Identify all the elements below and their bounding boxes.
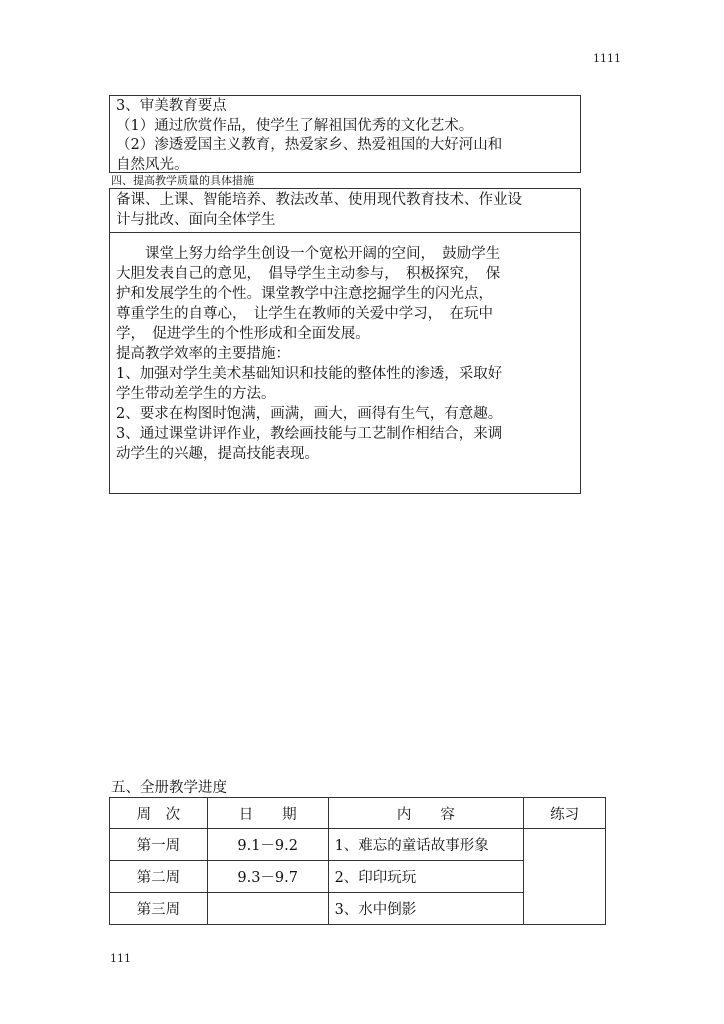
practice-cell <box>524 829 606 925</box>
column-header-practice: 练习 <box>524 798 606 829</box>
table-row <box>110 829 606 861</box>
teaching-measures-box <box>109 188 581 494</box>
column-header-date: 日 期 <box>207 798 328 829</box>
measures-line-1: 课堂上努力给学生创设一个宽松开阔的空间， 鼓励学生 <box>116 246 501 262</box>
measures-line-6: 提高教学效率的主要措施： <box>116 346 290 362</box>
measures-line-8: 学生带动差学生的方法。 <box>116 386 276 402</box>
content-cell: 2、印印玩玩 <box>328 861 524 893</box>
measures-summary <box>110 189 580 233</box>
date-cell: 9.1－9.2 <box>207 829 328 861</box>
week-cell: 第一周 <box>110 829 208 861</box>
measures-line-5: 学， 促进学生的个性形成和全面发展。 <box>116 326 370 342</box>
table-header-row <box>110 798 606 829</box>
measures-summary-line-1: 备课、上课、智能培养、教法改革、使用现代教育技术、作业设 <box>116 192 522 208</box>
content-cell: 1、难忘的童话故事形象 <box>328 829 524 861</box>
measures-summary-line-2: 计与批改、面向全体学生 <box>116 212 276 228</box>
column-header-week: 周 次 <box>110 798 208 829</box>
measures-line-9: 2、要求在构图时饱满，画满，画大，画得有生气，有意趣。 <box>116 406 503 422</box>
measures-line-2: 大胆发表自己的意见， 倡导学生主动参与， 积极探究， 保 <box>116 266 501 282</box>
aesthetic-line-2: （1）通过欣赏作品，使学生了解祖国优秀的文化艺术。 <box>116 117 474 134</box>
date-cell: 9.3－9.7 <box>207 861 328 893</box>
week-cell: 第三周 <box>110 893 208 925</box>
week-cell: 第二周 <box>110 861 208 893</box>
page-number-top: 1111 <box>593 52 621 65</box>
section-5-heading: 五、全册教学进度 <box>111 780 227 796</box>
teaching-schedule-table <box>109 797 606 925</box>
aesthetic-line-4: 自然风光。 <box>116 156 189 173</box>
page-number-bottom: 111 <box>110 952 131 965</box>
measures-line-7: 1、加强对学生美术基础知识和技能的整体性的渗透，采取好 <box>116 366 503 382</box>
content-cell: 3、水中倒影 <box>328 893 524 925</box>
measures-line-4: 尊重学生的自尊心， 让学生在教师的关爱中学习， 在玩中 <box>116 306 493 322</box>
aesthetic-education-box <box>109 95 581 173</box>
aesthetic-line-3: （2）渗透爱国主义教育，热爱家乡、热爱祖国的大好河山和 <box>116 137 503 153</box>
measures-line-11: 动学生的兴趣，提高技能表现。 <box>116 446 319 462</box>
aesthetic-line-1: 3、审美教育要点 <box>116 98 227 114</box>
measures-line-3: 护和发展学生的个性。课堂教学中注意挖掘学生的闪光点， <box>116 286 493 302</box>
section-4-heading: 四、提高教学质量的具体措施 <box>111 174 254 187</box>
measures-line-10: 3、通过课堂讲评作业，教绘画技能与工艺制作相结合，来调 <box>116 426 503 442</box>
column-header-content: 内 容 <box>328 798 524 829</box>
measures-detail <box>110 233 580 464</box>
date-cell <box>207 893 328 925</box>
